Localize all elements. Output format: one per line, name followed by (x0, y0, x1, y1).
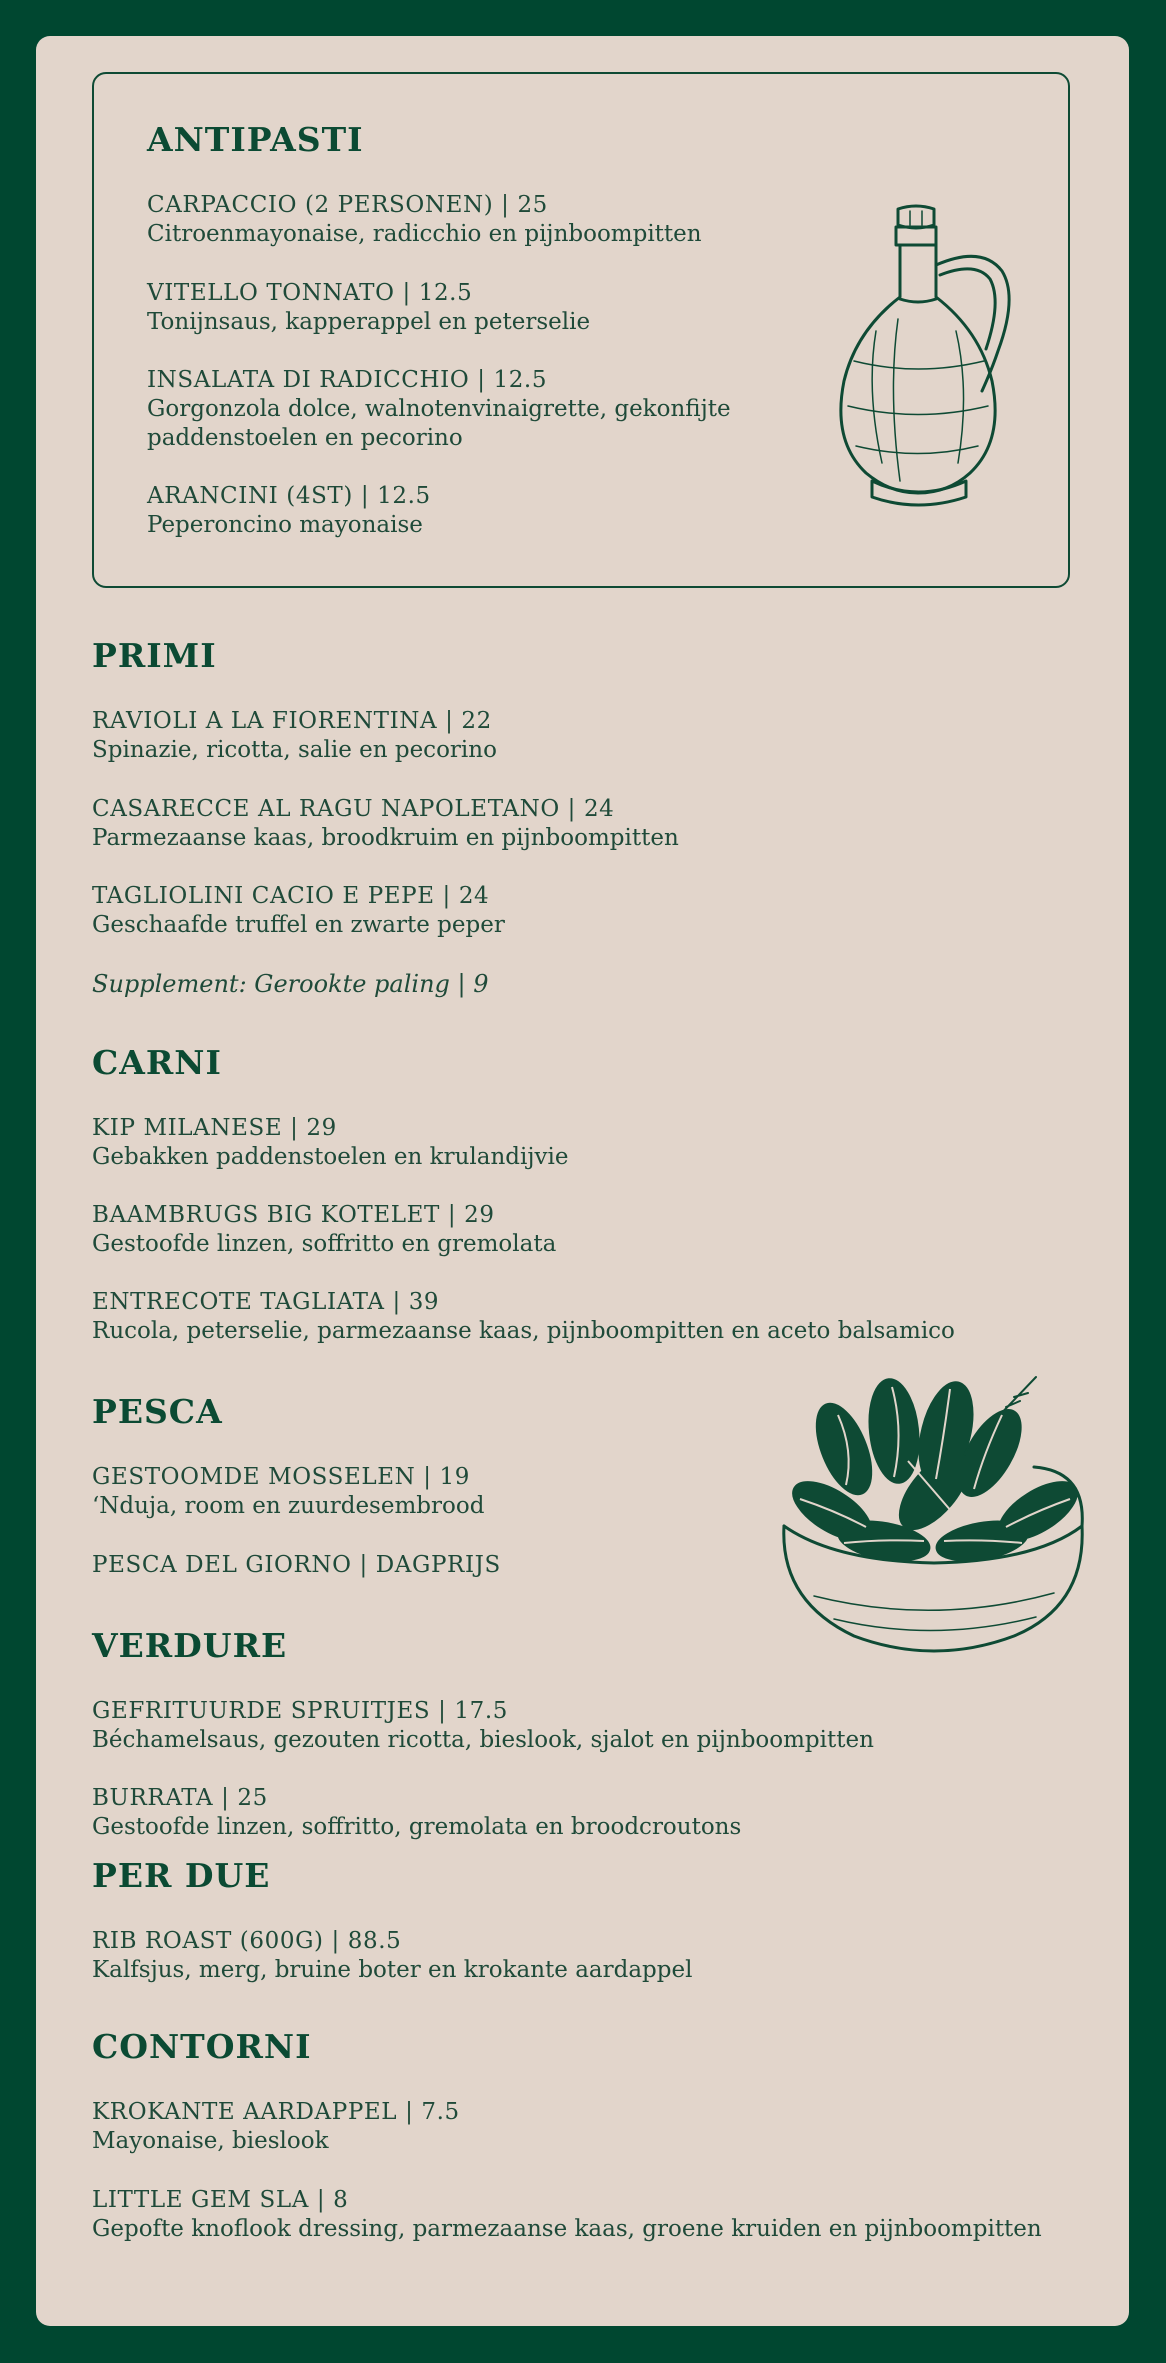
item-desc: ‘Nduja, room en zuurdesembrood (92, 1493, 485, 1519)
menu-item (92, 882, 505, 940)
primi-title: PRIMI (92, 636, 217, 675)
item-name: KROKANTE AARDAPPEL | 7.5 (92, 2099, 460, 2125)
item-desc: Béchamelsaus, gezouten ricotta, bieslook, sjalot en pijnboompitten (92, 1727, 874, 1753)
menu-item (147, 279, 590, 337)
item-name: PESCA DEL GIORNO | DAGPRIJS (92, 1552, 501, 1578)
antipasti-title: ANTIPASTI (147, 120, 364, 159)
item-desc: Citroenmayonaise, radicchio en pijnboompitten (147, 221, 702, 247)
item-name: BURRATA | 25 (92, 1785, 268, 1811)
item-desc: Gorgonzola dolce, walnotenvinaigrette, gekonfijte (147, 396, 731, 422)
menu-item (92, 1114, 568, 1172)
item-name: LITTLE GEM SLA | 8 (92, 2187, 349, 2213)
item-desc: Spinazie, ricotta, salie en pecorino (92, 737, 497, 763)
contorni-title: CONTORNI (92, 2027, 312, 2066)
menu-item (92, 1784, 741, 1842)
item-desc: Rucola, peterselie, parmezaanse kaas, pijnboompitten en aceto balsamico (92, 1318, 955, 1344)
menu-item (92, 1463, 484, 1521)
menu-item (92, 1697, 874, 1755)
verdure-title: VERDURE (92, 1626, 288, 1665)
item-desc: Tonijnsaus, kapperappel en peterselie (147, 309, 591, 335)
item-desc: Gebakken paddenstoelen en krulandijvie (92, 1144, 569, 1170)
item-name: GESTOOMDE MOSSELEN | 19 (92, 1464, 470, 1490)
item-name: ENTRECOTE TAGLIATA | 39 (92, 1289, 440, 1315)
menu-item (92, 2186, 1042, 2244)
supplement-note: Supplement: Gerookte paling | 9 (92, 970, 489, 998)
item-name: RAVIOLI A LA FIORENTINA | 22 (92, 708, 492, 734)
item-desc: Mayonaise, bieslook (92, 2128, 329, 2154)
item-desc: Gepofte knoflook dressing, parmezaanse kaas, groene kruiden en pijnboompitten (92, 2216, 1042, 2242)
pesca-title: PESCA (92, 1392, 223, 1431)
item-desc: Parmezaanse kaas, broodkruim en pijnboompitten (92, 825, 679, 851)
item-name: RIB ROAST (600G) | 88.5 (92, 1928, 402, 1954)
item-desc: Peperoncino mayonaise (147, 512, 423, 538)
per-due-title: PER DUE (92, 1856, 271, 1895)
item-name: BAAMBRUGS BIG KOTELET | 29 (92, 1202, 495, 1228)
item-desc: paddenstoelen en pecorino (147, 425, 463, 451)
carni-title: CARNI (92, 1043, 222, 1082)
item-desc: Gestoofde linzen, soffritto, gremolata en broodcroutons (92, 1814, 742, 1840)
item-name: GEFRITUURDE SPRUITJES | 17.5 (92, 1698, 508, 1724)
item-name: INSALATA DI RADICCHIO | 12.5 (147, 367, 548, 393)
menu-item (147, 366, 731, 453)
menu-item (92, 1551, 501, 1580)
menu-item (92, 1201, 556, 1259)
mussel-bowl-icon (774, 1371, 1094, 1661)
item-name: CASARECCE AL RAGU NAPOLETANO | 24 (92, 796, 615, 822)
menu-item (92, 1288, 955, 1346)
menu-item (147, 191, 702, 249)
item-name: VITELLO TONNATO | 12.5 (147, 280, 473, 306)
item-name: CARPACCIO (2 PERSONEN) | 25 (147, 192, 548, 218)
menu-item (92, 1927, 692, 1985)
item-name: KIP MILANESE | 29 (92, 1115, 337, 1141)
menu-item (92, 2098, 460, 2156)
item-name: ARANCINI (4ST) | 12.5 (147, 483, 431, 509)
menu-item (147, 482, 431, 540)
item-desc: Kalfsjus, merg, bruine boter en krokante aardappel (92, 1957, 693, 1983)
item-desc: Geschaafde truffel en zwarte peper (92, 912, 505, 938)
item-name: TAGLIOLINI CACIO E PEPE | 24 (92, 883, 490, 909)
menu-item (92, 795, 679, 853)
menu-item (92, 707, 497, 765)
oil-bottle-icon (826, 201, 1026, 511)
menu-card (36, 36, 1129, 2326)
item-desc: Gestoofde linzen, soffritto en gremolata (92, 1231, 557, 1257)
